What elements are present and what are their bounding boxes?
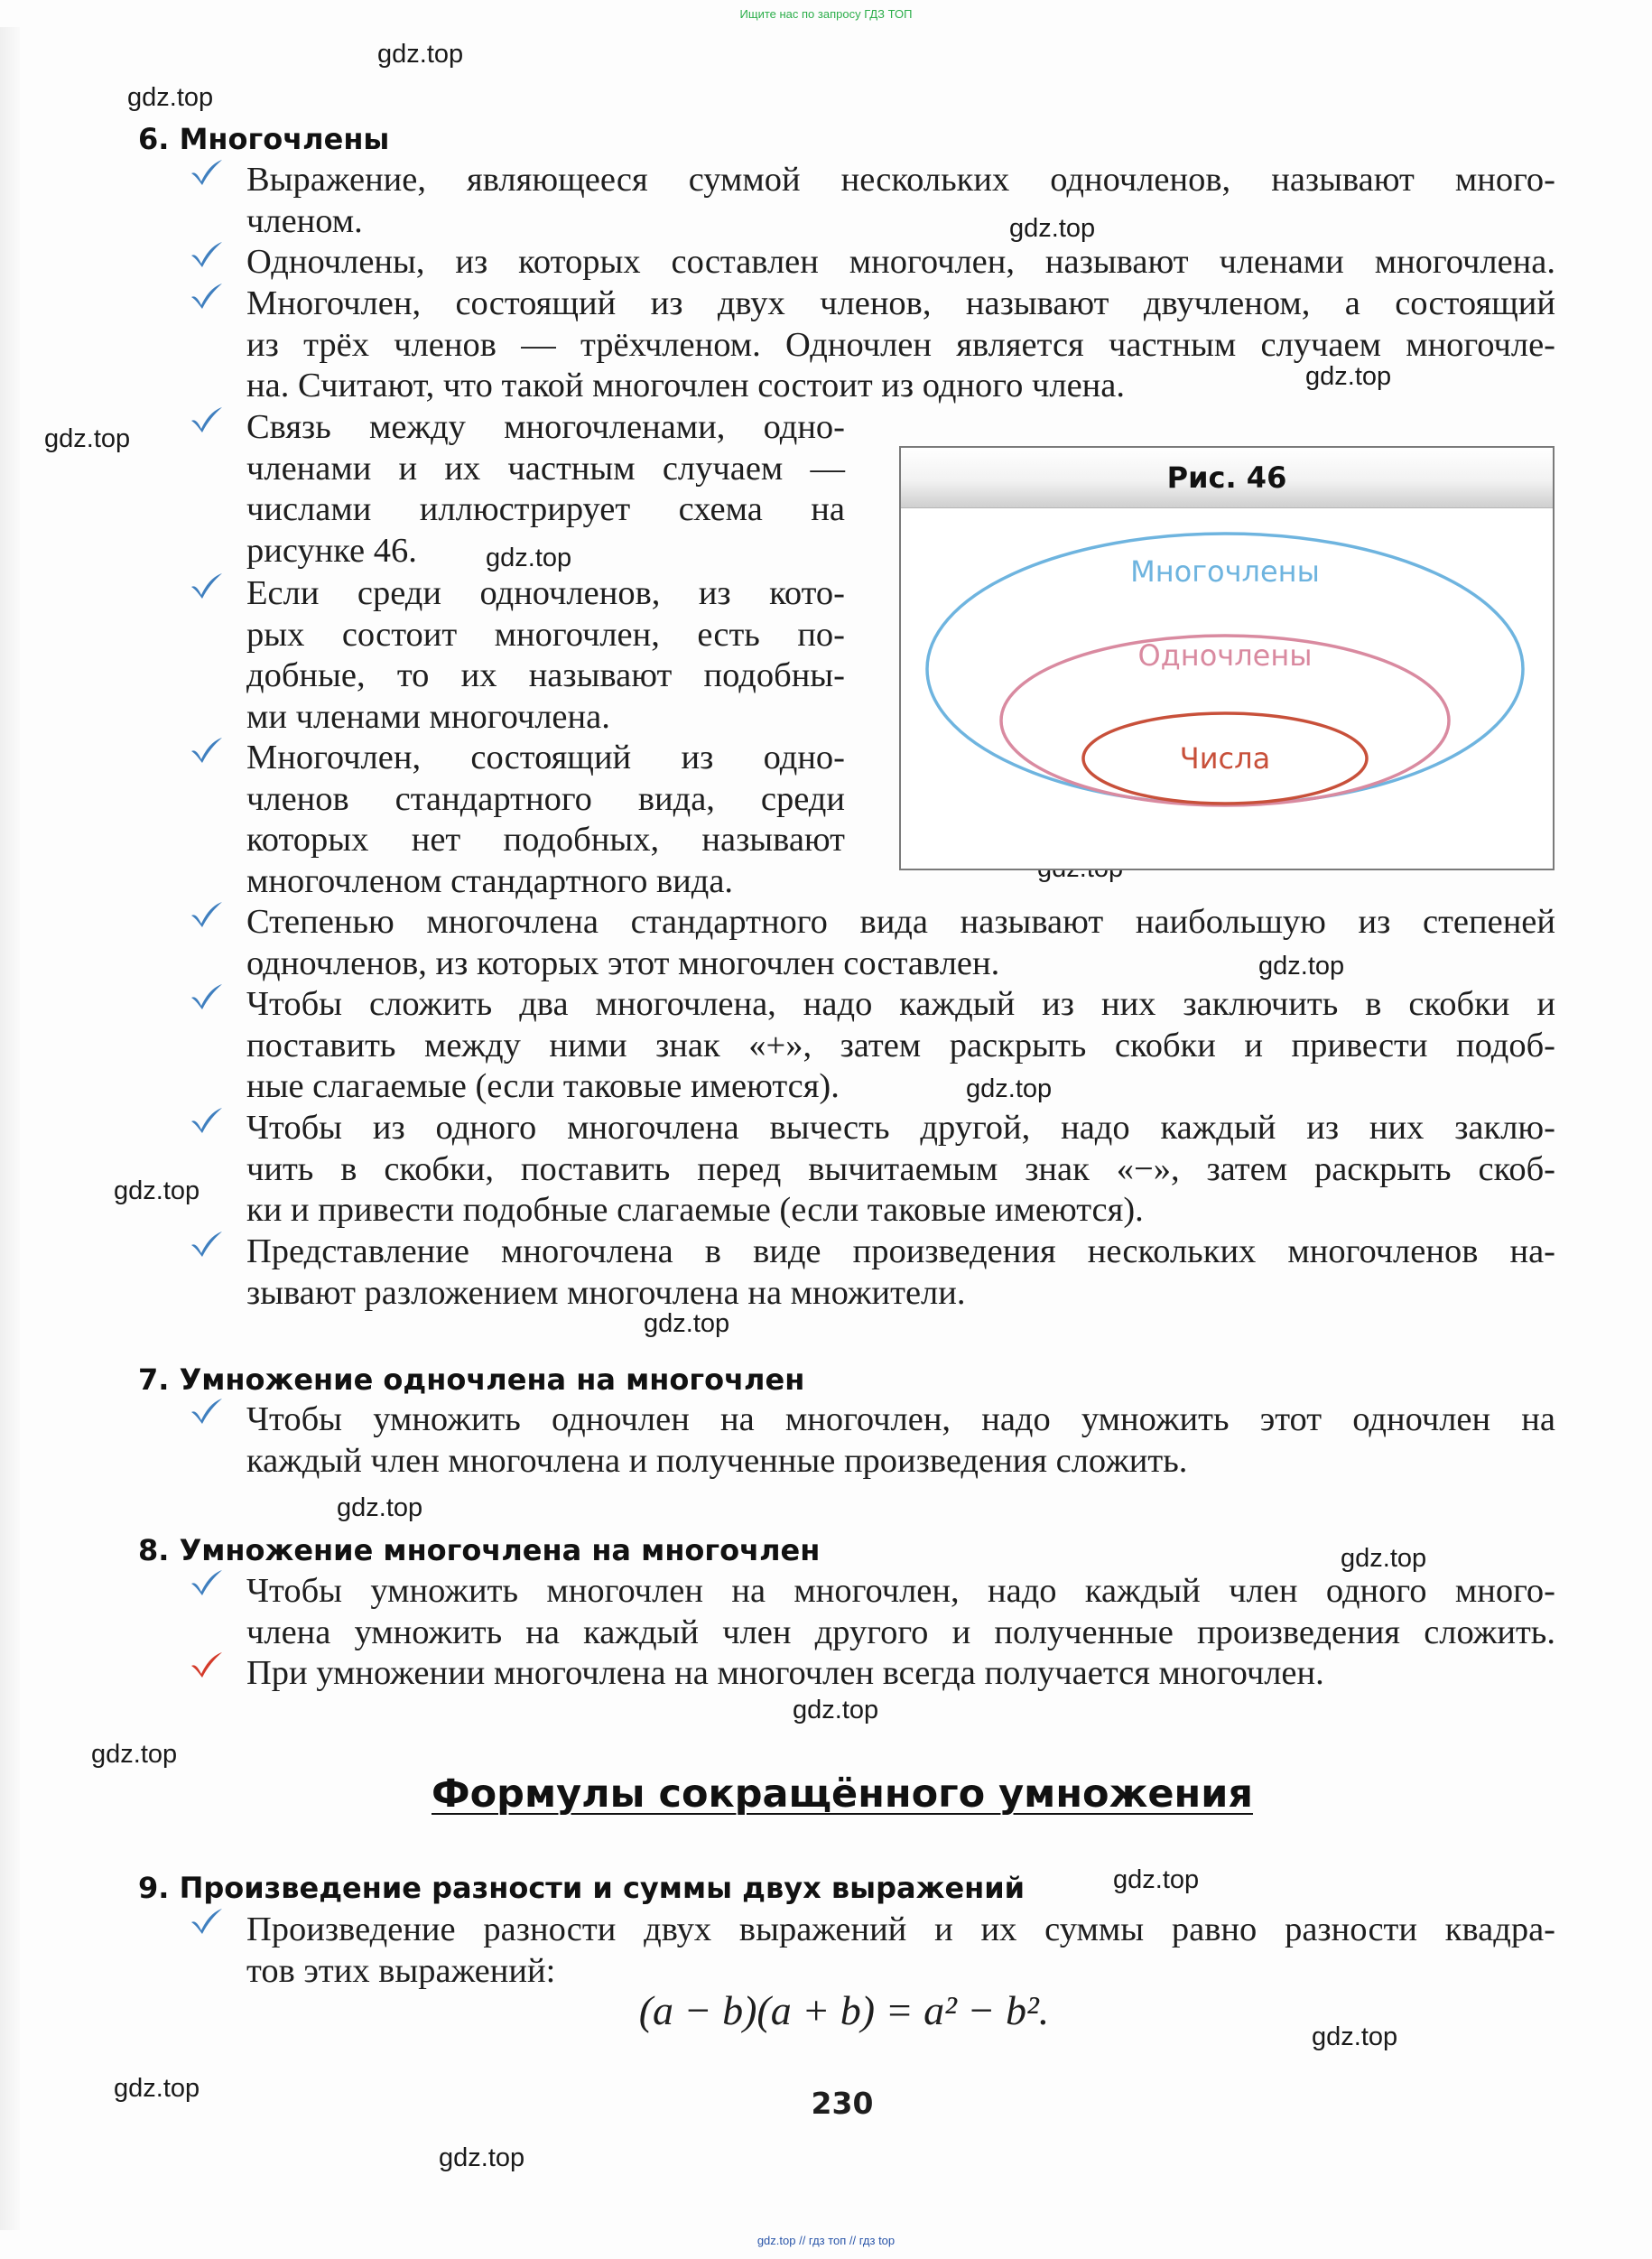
text-line: чить в скобки, поставить перед вычитаемым знак «−», затем раскрыть скоб-: [246, 1149, 1555, 1188]
watermark: gdz.top: [1009, 214, 1096, 243]
list-item: [246, 1910, 1555, 1992]
list-item: [246, 1571, 1555, 1653]
watermark: gdz.top: [114, 2074, 200, 2103]
list-item: [246, 902, 1555, 984]
page-number: 230: [811, 2086, 874, 2121]
section-title-text: Формулы сокращённого умножения: [432, 1771, 1253, 1817]
list-item: [246, 1232, 1555, 1314]
section-heading-9: 9. Произведение разности и суммы двух выражений: [138, 1871, 1026, 1905]
watermark: gdz.top: [1113, 1865, 1200, 1894]
monomials-label: Одночлены: [1137, 638, 1313, 673]
text-line: Одночлены, из которых составлен многочлен, называют членами многочлена.: [246, 243, 1555, 281]
list-item: [246, 1653, 1555, 1695]
watermark: gdz.top: [91, 1740, 178, 1769]
text-line: тов этих выражений:: [246, 1951, 556, 1990]
watermark: gdz.top: [793, 1696, 879, 1724]
check-icon: [189, 1567, 225, 1598]
text-line: члена умножить на каждый член другого и полученные произведения сложить.: [246, 1613, 1555, 1651]
watermark: gdz.top: [1305, 362, 1392, 391]
text-line: рисунке 46.: [246, 531, 417, 570]
text-line: Чтобы из одного многочлена вычесть другой, надо каждый из них заклю-: [246, 1109, 1555, 1147]
top-banner[interactable]: Ищите нас по запросу ГДЗ ТОП: [739, 7, 913, 21]
watermark: gdz.top: [966, 1074, 1053, 1103]
watermark: gdz.top: [644, 1309, 730, 1338]
figure-title: Рис. 46: [1166, 460, 1287, 495]
text-line: Если среди одночленов, из кото-: [246, 574, 845, 612]
text-line: многочленом стандартного вида.: [246, 861, 734, 900]
list-item: [246, 284, 1555, 407]
watermark: gdz.top: [1258, 952, 1345, 981]
watermark: gdz.top: [1341, 1544, 1427, 1573]
page-edge: [0, 27, 20, 2230]
section-heading-7: 7. Умножение одночлена на многочлен: [138, 1362, 805, 1397]
text-line: членов стандартного вида, среди: [246, 779, 845, 818]
text-line: одночленов, из которых этот многочлен составлен.: [246, 944, 1000, 982]
check-icon: [189, 735, 225, 766]
check-icon: [189, 239, 225, 270]
text-line: Чтобы умножить одночлен на многочлен, надо умножить этот одночлен на: [246, 1400, 1555, 1438]
text-line: Чтобы сложить два многочлена, надо каждый из них заключить в скобки и: [246, 985, 1555, 1023]
text-line: числами иллюстрирует схема на: [246, 490, 845, 528]
check-icon: [189, 1229, 225, 1260]
text-line: Произведение разности двух выражений и их суммы равно разности квадра-: [246, 1910, 1555, 1948]
text-line: Многочлен, состоящий из одно-: [246, 739, 845, 776]
check-icon: [189, 981, 225, 1012]
check-icon: [189, 1906, 225, 1937]
text-line: Чтобы умножить многочлен на многочлен, надо каждый член одного много-: [246, 1572, 1555, 1610]
list-item: [246, 738, 845, 902]
section-heading-8: 8. Умножение многочлена на многочлен: [138, 1533, 821, 1567]
text-line: членом.: [246, 201, 363, 240]
polynomials-label: Многочлены: [1130, 554, 1320, 589]
list-item: [246, 573, 845, 738]
text-line: которых нет подобных, называют: [246, 821, 845, 859]
section-heading-6: 6. Многочлены: [138, 122, 390, 156]
text-line: добные, то их называют подобны-: [246, 656, 845, 694]
figure-46: [899, 446, 1555, 870]
text-line: зывают разложением многочлена на множители.: [246, 1273, 966, 1312]
list-item: [246, 1108, 1555, 1232]
check-icon: [189, 1105, 225, 1136]
text-line: рых состоит многочлен, есть по-: [246, 615, 845, 654]
formula: (a − b)(a + b) = a² − b².: [638, 1987, 1050, 2033]
text-line: из трёх членов — трёхчленом. Одночлен является частным случаем многочле-: [246, 325, 1555, 364]
list-item: [246, 1399, 1555, 1482]
venn-diagram: [901, 448, 1553, 869]
text-line: каждый член многочлена и полученные произведения сложить.: [246, 1441, 1188, 1480]
text-line: ки и привести подобные слагаемые (если таковые имеются).: [246, 1191, 1144, 1229]
check-icon-highlight: [189, 1650, 225, 1680]
text-line: ми членами многочлена.: [246, 697, 610, 736]
text-line: Представление многочлена в виде произведения нескольких многочленов на-: [246, 1232, 1555, 1270]
list-item: [246, 160, 1555, 242]
text-line: Выражение, являющееся суммой нескольких одночленов, называют много-: [246, 161, 1555, 199]
check-icon: [189, 157, 225, 188]
watermark: gdz.top: [127, 83, 214, 112]
check-icon: [189, 899, 225, 930]
list-item: [246, 407, 845, 572]
check-icon: [189, 1396, 225, 1427]
text-line: поставить между ними знак «+», затем раскрыть скобки и привести подоб-: [246, 1026, 1555, 1064]
numbers-label: Числа: [1179, 741, 1271, 776]
watermark: gdz.top: [44, 424, 131, 453]
list-item: [246, 984, 1555, 1108]
text-line: на. Считают, что такой многочлен состоит из одного члена.: [246, 367, 1125, 404]
list-item: [246, 242, 1555, 284]
text-line: Многочлен, состоящий из двух членов, называют двучленом, а состоящий: [246, 284, 1555, 322]
watermark: gdz.top: [377, 40, 464, 69]
text-line: членами и их частным случаем —: [246, 449, 845, 488]
check-icon: [189, 404, 225, 435]
check-icon: [189, 281, 225, 311]
text-line: ные слагаемые (если таковые имеются).: [246, 1067, 840, 1105]
text-line: При умножении многочлена на многочлен всегда получается многочлен.: [246, 1654, 1324, 1692]
text-line: Связь между многочленами, одно-: [246, 408, 845, 446]
watermark: gdz.top: [337, 1493, 423, 1522]
watermark: gdz.top: [439, 2143, 525, 2172]
watermark: gdz.top: [1312, 2022, 1398, 2051]
watermark: gdz.top: [114, 1176, 200, 1205]
bottom-banner[interactable]: gdz.top // гдз топ // гдз top: [756, 2234, 896, 2247]
watermark: gdz.top: [486, 544, 572, 572]
check-icon: [189, 571, 225, 601]
section-title: [0, 1771, 1652, 1817]
text-line: Степенью многочлена стандартного вида называют наибольшую из степеней: [246, 903, 1555, 941]
